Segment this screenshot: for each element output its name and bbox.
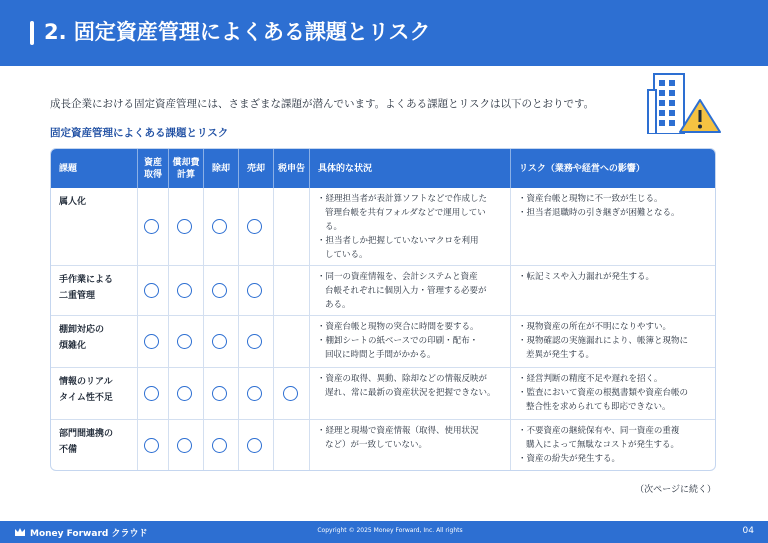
header-risk: リスク（業務や経営への影響） [510,149,716,188]
situation-cell [309,420,510,471]
risk-line: ・現物確認の実施漏れにより、帳簿と現物に [518,336,689,346]
situation-line: している。 [325,250,368,260]
header-disposal: 除却 [203,149,238,188]
risk-cell [510,420,716,471]
header-tax: 税申告 [273,149,309,188]
issue-label: 棚卸対応の [59,325,105,335]
risk-line: ・転記ミスや入力漏れが発生する。 [518,272,655,282]
issue-cell [51,316,137,367]
applicable-circle-mark [144,334,159,349]
header-accent-bar [30,21,34,45]
situation-line: 台帳それぞれに個別入力・管理する必要が [325,286,487,296]
risk-line: 購入によって無駄なコストが発生する。 [526,440,680,450]
situation-line: ・担当者しか把握していないマクロを利用 [317,236,479,246]
table-header [51,149,716,188]
header-acquisition: 資産 取得 [137,149,168,188]
issue-cell [51,368,137,419]
table-row [51,188,716,265]
table-cell [273,420,309,471]
issue-cell [51,188,137,265]
risk-line: 整合性を求められても即応できない。 [526,402,671,412]
applicable-circle-mark [177,438,192,453]
issue-cell [51,266,137,315]
page-header [0,0,768,66]
table-cell [273,316,309,367]
section-title: 固定資産管理によくある課題とリスク [50,127,229,139]
header-depreciation: 償却費 計算 [168,149,203,188]
applicable-circle-mark [177,386,192,401]
issue-label: 部門間連携の [59,429,114,439]
applicable-circle-mark [177,219,192,234]
issue-label: タイム性不足 [59,393,113,403]
risk-line: ・資産台帳と現物に不一致が生じる。 [518,194,663,204]
risk-line: ・監査において資産の根拠書類や資産台帳の [518,388,689,398]
situation-line: 管理台帳を共有フォルダなどで運用してい [325,208,486,218]
intro-text: 成長企業における固定資産管理には、さまざまな課題が潜んでいます。よくある課題とリスクは以下のとおりです。 [50,98,595,110]
risk-cell [510,188,716,265]
applicable-circle-mark [283,386,298,401]
applicable-circle-mark [177,283,192,298]
situation-cell [309,316,510,367]
applicable-circle-mark [144,283,159,298]
issue-label: 属人化 [59,197,87,207]
applicable-circle-mark [177,334,192,349]
applicable-circle-mark [212,386,227,401]
issue-label: 不備 [59,445,78,455]
risk-cell [510,316,716,367]
page-title: 2. 固定資産管理によくある課題とリスク [44,20,431,44]
risk-line: ・担当者退職時の引き継ぎが困難となる。 [518,208,680,218]
situation-line: ・資産台帳と現物の突合に時間を要する。 [317,322,479,332]
page-number: 04 [742,526,754,536]
issue-label: 二重管理 [59,291,96,301]
risk-line: ・資産の紛失が発生する。 [518,454,621,464]
applicable-circle-mark [212,283,227,298]
page-footer [0,521,768,543]
risk-line: ・不要資産の継続保有や、同一資産の重複 [518,426,680,436]
situation-line: ・経理と現場で資産情報（取得、使用状況 [317,426,479,436]
copyright: Copyright © 2025 Money Forward, Inc. All rights [317,527,463,534]
table-cell [273,188,309,265]
logo-text: Money Forward クラウド [30,528,148,539]
situation-line: など）が一致していない。 [325,440,428,450]
applicable-circle-mark [247,283,262,298]
risk-line: ・現物資産の所在が不明になりやすい。 [518,322,672,332]
applicable-circle-mark [144,219,159,234]
situation-cell [309,188,510,265]
applicable-circle-mark [247,219,262,234]
situation-cell [309,368,510,419]
situation-line: る。 [325,222,343,232]
continued-note: （次ページに続く） [635,485,716,495]
applicable-circle-mark [247,438,262,453]
applicable-circle-mark [247,334,262,349]
issues-risk-table [50,148,716,471]
issue-label: 煩雑化 [59,341,87,351]
table-cell [273,266,309,315]
header-sale: 売却 [238,149,273,188]
risk-cell [510,368,716,419]
issue-label: 手作業による [59,275,114,285]
footer-logo [14,525,147,539]
situation-line: 遅れ、常に最新の資産状況を把握できない。 [325,388,496,398]
applicable-circle-mark [212,438,227,453]
applicable-circle-mark [212,219,227,234]
situation-cell [309,266,510,315]
table-row [51,315,716,367]
situation-line: ある。 [325,300,351,310]
table-row [51,265,716,315]
situation-line: ・経理担当者が表計算ソフトなどで作成した [317,194,488,204]
risk-line: ・経営判断の精度不足や遅れを招く。 [518,374,663,384]
applicable-circle-mark [144,438,159,453]
header-issue: 課題 [59,163,78,174]
situation-line: ・資産の取得、異動、除却などの情報反映が [317,374,488,384]
applicable-circle-mark [212,334,227,349]
situation-line: ・同一の資産情報を、会計システムと資産 [317,272,478,282]
header-situation: 具体的な状況 [309,149,510,188]
situation-line: 回収に時間と手間がかかる。 [325,350,436,360]
table-row [51,419,716,471]
table-row [51,367,716,419]
applicable-circle-mark [144,386,159,401]
issue-cell [51,420,137,471]
risk-line: 差異が発生する。 [526,350,595,360]
building-warning-icon [640,70,724,134]
applicable-circle-mark [247,386,262,401]
money-forward-logo-icon [14,526,26,538]
risk-cell [510,266,716,315]
issue-label: 情報のリアル [59,377,113,387]
situation-line: ・棚卸シートの紙ベースでの印刷・配布・ [317,336,479,346]
